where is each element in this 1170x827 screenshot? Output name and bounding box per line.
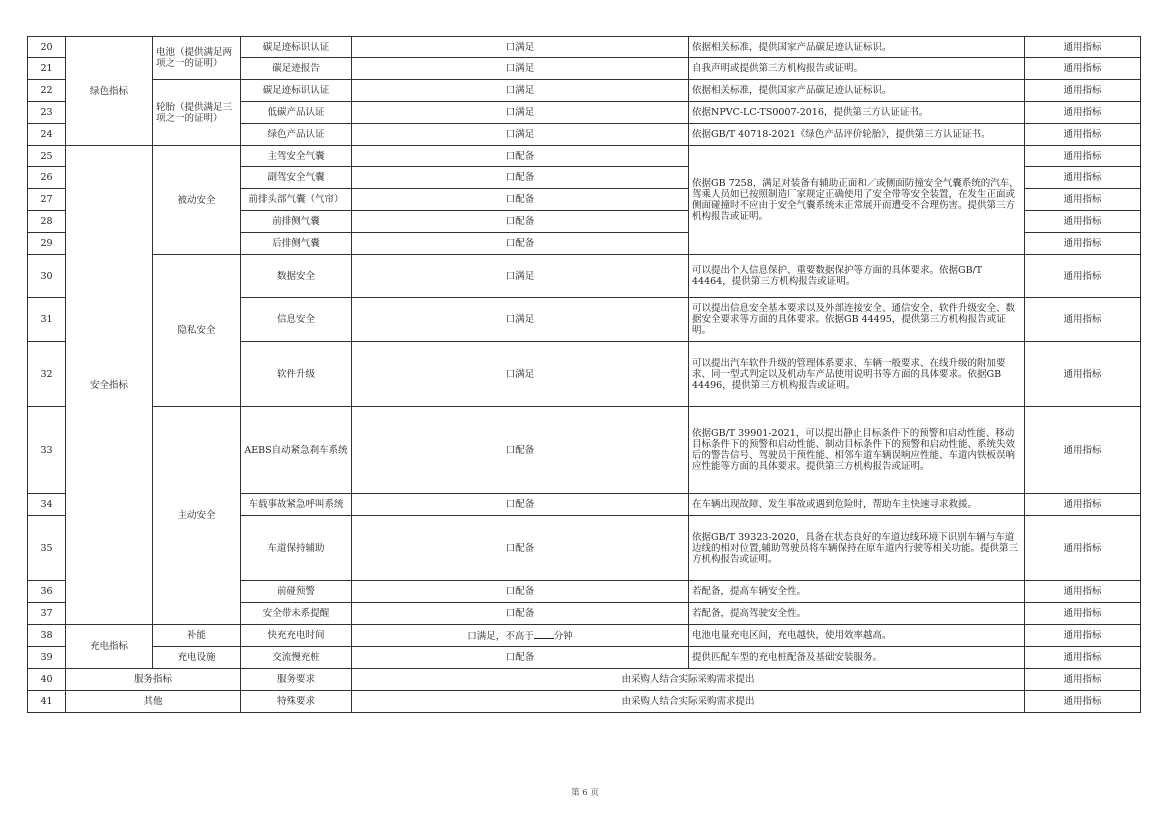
category-cell: 安全指标 [66,146,153,625]
row-number: 20 [28,37,66,58]
index-type-cell: 通用指标 [1025,494,1141,516]
row-number: 25 [28,146,66,167]
description-cell: 若配备，提高车辆安全性。 [689,581,1025,603]
table-row [28,37,1141,58]
row-number: 36 [28,581,66,603]
description-cell: 依据GB/T 40718-2021《绿色产品评价轮胎》，提供第三方认证证书。 [689,124,1025,146]
description-cell: 可以提出个人信息保护、重要数据保护等方面的具体要求。依据GB/T 44464，提供第三方机构报告或证明。 [689,255,1025,298]
description-cell: 若配备，提高驾驶安全性。 [689,603,1025,625]
item-cell: 数据安全 [241,255,352,298]
description-cell: 由采购人结合实际采购需求提出 [352,669,1025,691]
minutes-blank[interactable] [534,629,554,639]
row-number: 40 [28,669,66,691]
description-cell: 依据NPVC-LC-TS0007-2016，提供第三方认证证书。 [689,102,1025,124]
index-type-cell: 通用指标 [1025,146,1141,167]
requirement-unit: 分钟 [553,631,573,642]
item-cell: 服务要求 [241,669,352,691]
description-cell: 可以提出汽车软件升级的管理体系要求、车辆一般要求、在线升级的附加要求、同一型式判定以及机动车产品使用说明书等方面的具体要求。依据GB 44496，提供第三方机构报告或证明。 [689,342,1025,407]
item-cell: 副驾安全气囊 [241,167,352,189]
index-type-cell: 通用指标 [1025,603,1141,625]
table-row [28,691,1141,713]
index-type-cell: 通用指标 [1025,255,1141,298]
item-cell: 特殊要求 [241,691,352,713]
item-cell: 碳足迹标识认证 [241,80,352,102]
index-type-cell: 通用指标 [1025,124,1141,146]
description-cell: 自我声明或提供第三方机构报告或证明。 [689,58,1025,80]
subcategory-cell: 隐私安全 [153,255,241,407]
requirement-cell: 口配备 [352,146,689,167]
category-cell: 充电指标 [66,625,153,669]
subcategory-cell: 电池（提供满足两项之一的证明） [153,37,241,80]
row-number: 23 [28,102,66,124]
item-cell: 前排侧气囊 [241,211,352,233]
item-cell: 安全带未系提醒 [241,603,352,625]
item-cell: 主驾安全气囊 [241,146,352,167]
description-cell: 可以提出信息安全基本要求以及外部连接安全、通信安全、软件升级安全、数据安全要求等方面的具体要求。依据GB 44495，提供第三方机构报告或证明。 [689,298,1025,342]
description-cell: 电池电量充电区间，充电越快，使用效率越高。 [689,625,1025,647]
index-type-cell: 通用指标 [1025,581,1141,603]
row-number: 41 [28,691,66,713]
requirement-cell: 口配备 [352,167,689,189]
requirement-text: 口满足，不高于 [467,631,534,642]
index-type-cell: 通用指标 [1025,407,1141,494]
table-row [28,647,1141,669]
index-type-cell: 通用指标 [1025,342,1141,407]
row-number: 39 [28,647,66,669]
description-cell: 由采购人结合实际采购需求提出 [352,691,1025,713]
requirement-cell [352,625,689,647]
requirement-cell: 口配备 [352,494,689,516]
item-cell: 信息安全 [241,298,352,342]
requirement-cell: 口满足 [352,102,689,124]
row-number: 21 [28,58,66,80]
requirement-cell: 口配备 [352,407,689,494]
item-cell: 碳足迹报告 [241,58,352,80]
requirement-cell: 口满足 [352,342,689,407]
subcategory-cell: 被动安全 [153,146,241,255]
description-cell: 在车辆出现故障、发生事故或遇到危险时，帮助车主快速寻求救援。 [689,494,1025,516]
table-row [28,669,1141,691]
index-type-cell: 通用指标 [1025,102,1141,124]
item-cell: 车载事故紧急呼叫系统 [241,494,352,516]
index-type-cell: 通用指标 [1025,80,1141,102]
index-type-cell: 通用指标 [1025,516,1141,581]
table-row [28,80,1141,102]
row-number: 35 [28,516,66,581]
row-number: 32 [28,342,66,407]
requirement-cell: 口满足 [352,58,689,80]
index-type-cell: 通用指标 [1025,167,1141,189]
row-number: 34 [28,494,66,516]
requirement-cell: 口满足 [352,255,689,298]
index-type-cell: 通用指标 [1025,233,1141,255]
requirement-cell: 口满足 [352,124,689,146]
row-number: 38 [28,625,66,647]
item-cell: 前碰预警 [241,581,352,603]
subcategory-cell: 主动安全 [153,407,241,625]
requirement-cell: 口配备 [352,581,689,603]
row-number: 29 [28,233,66,255]
description-cell: 依据GB 7258，满足对装备有辅助正面和／或侧面防撞安全气囊系统的汽车，驾乘人员如已按照制造厂家规定正确使用了安全带等安全装置，在发生正面或侧面碰撞时不应由于安全气囊系统未正常展开而遭受不合理伤害。提供第三方机构报告或证明。 [689,146,1025,255]
subcategory-cell: 轮胎（提供满足三项之一的证明） [153,80,241,146]
requirement-cell: 口满足 [352,298,689,342]
index-type-cell: 通用指标 [1025,298,1141,342]
index-type-cell: 通用指标 [1025,647,1141,669]
requirement-cell: 口配备 [352,189,689,211]
subcategory-cell: 充电设施 [153,647,241,669]
item-cell: 快充充电时间 [241,625,352,647]
item-cell: 前排头部气囊（气帘） [241,189,352,211]
table-row [28,407,1141,494]
row-number: 33 [28,407,66,494]
row-number: 31 [28,298,66,342]
description-cell: 依据GB/T 39901-2021，可以提出静止目标条件下的预警和启动性能、移动目标条件下的预警和启动性能、制动目标条件下的预警和启动性能、系统失效后的警告信号、驾驶员干预性能、相邻车道车辆误响应性能、车道内铁板误响应性能等方面的具体要求。提供第三方机构报告或证明。 [689,407,1025,494]
index-type-cell: 通用指标 [1025,691,1141,713]
index-type-cell: 通用指标 [1025,625,1141,647]
description-cell: 依据相关标准，提供国家产品碳足迹认证标识。 [689,80,1025,102]
index-type-cell: 通用指标 [1025,669,1141,691]
row-number: 22 [28,80,66,102]
requirement-cell: 口满足 [352,37,689,58]
category-cell: 其他 [66,691,241,713]
item-cell: 交流慢充桩 [241,647,352,669]
item-cell: 低碳产品认证 [241,102,352,124]
item-cell: 碳足迹标识认证 [241,37,352,58]
item-cell: 绿色产品认证 [241,124,352,146]
description-cell: 提供匹配车型的充电桩配备及基础安装服务。 [689,647,1025,669]
index-type-cell: 通用指标 [1025,211,1141,233]
table-row [28,146,1141,167]
requirement-cell: 口配备 [352,647,689,669]
item-cell: 软件升级 [241,342,352,407]
description-cell: 依据相关标准，提供国家产品碳足迹认证标识。 [689,37,1025,58]
index-type-cell: 通用指标 [1025,189,1141,211]
item-cell: 后排侧气囊 [241,233,352,255]
category-cell: 绿色指标 [66,37,153,146]
requirement-cell: 口配备 [352,211,689,233]
table-row [28,625,1141,647]
index-type-cell: 通用指标 [1025,37,1141,58]
subcategory-cell: 补能 [153,625,241,647]
requirement-cell: 口配备 [352,233,689,255]
description-cell: 依据GB/T 39323-2020，具备在状态良好的车道边线环境下识别车辆与车道边线的相对位置,辅助驾驶员将车辆保持在原车道内行驶等相关功能。提供第三方机构报告或证明。 [689,516,1025,581]
requirement-cell: 口配备 [352,603,689,625]
requirement-cell: 口配备 [352,516,689,581]
row-number: 24 [28,124,66,146]
requirement-cell: 口满足 [352,80,689,102]
row-number: 26 [28,167,66,189]
row-number: 28 [28,211,66,233]
table-row [28,255,1141,298]
index-type-cell: 通用指标 [1025,58,1141,80]
category-cell: 服务指标 [66,669,241,691]
row-number: 30 [28,255,66,298]
item-cell: 车道保持辅助 [241,516,352,581]
row-number: 27 [28,189,66,211]
row-number: 37 [28,603,66,625]
spec-table [27,36,1141,713]
page-number: 第 6 页 [571,788,599,798]
item-cell: AEBS自动紧急刹车系统 [241,407,352,494]
